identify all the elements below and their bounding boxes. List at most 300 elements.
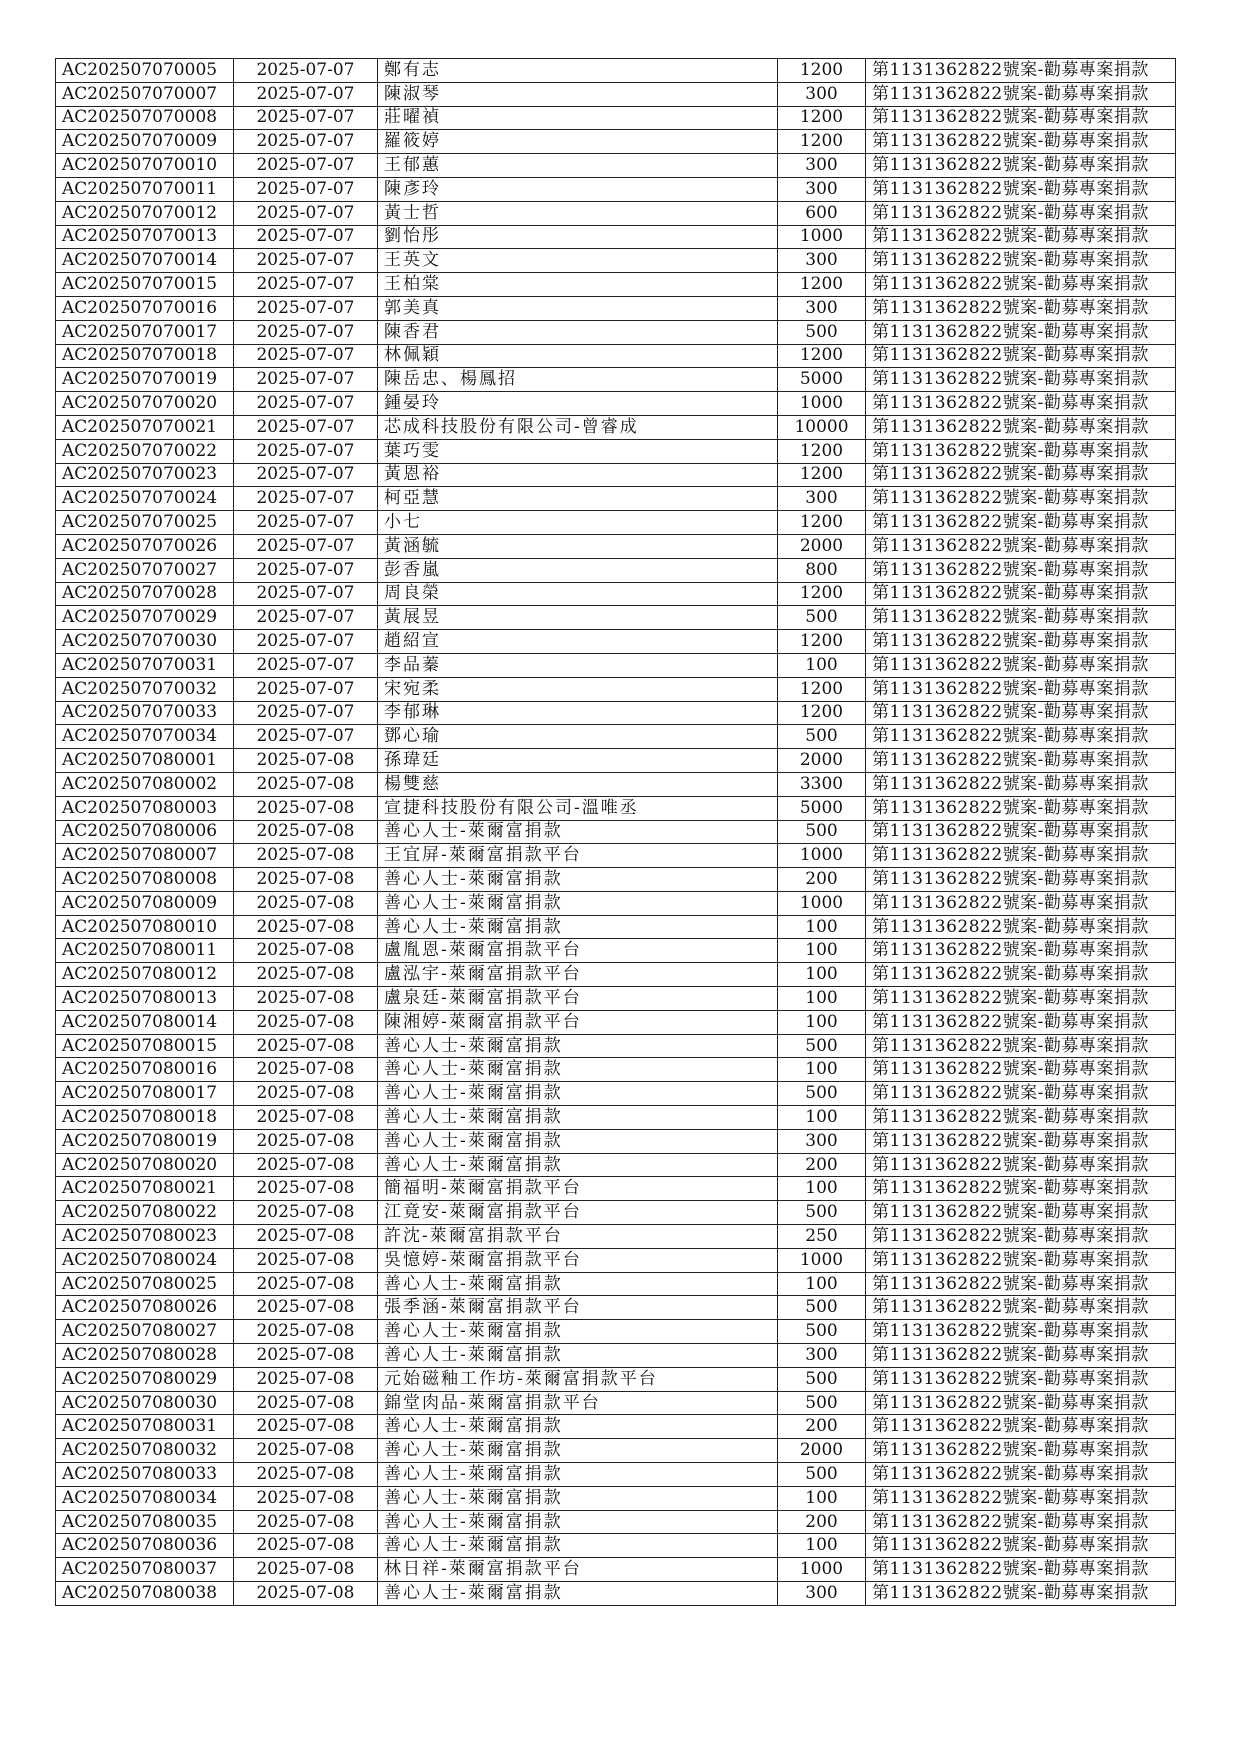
donor-name-cell: 善心人士-萊爾富捐款 bbox=[378, 1129, 778, 1153]
table-row bbox=[56, 82, 1176, 106]
donor-name-cell: 周良榮 bbox=[378, 582, 778, 606]
donor-name-cell: 黃涵毓 bbox=[378, 534, 778, 558]
table-row bbox=[56, 1034, 1176, 1058]
donation-date-cell: 2025-07-07 bbox=[234, 273, 378, 297]
donor-name-cell: 黃展昱 bbox=[378, 606, 778, 630]
donation-date-cell: 2025-07-08 bbox=[234, 1439, 378, 1463]
donor-name-cell: 陳湘婷-萊爾富捐款平台 bbox=[378, 1010, 778, 1034]
receipt-id-cell: AC202507070021 bbox=[56, 415, 234, 439]
donor-name-cell: 宋宛柔 bbox=[378, 677, 778, 701]
purpose-cell: 第1131362822號案-勸募專案捐款 bbox=[866, 653, 1176, 677]
table-row bbox=[56, 796, 1176, 820]
amount-cell: 300 bbox=[778, 487, 866, 511]
amount-cell: 1200 bbox=[778, 582, 866, 606]
table-row bbox=[56, 1558, 1176, 1582]
donation-date-cell: 2025-07-08 bbox=[234, 1320, 378, 1344]
amount-cell: 200 bbox=[778, 868, 866, 892]
amount-cell: 300 bbox=[778, 1344, 866, 1368]
receipt-id-cell: AC202507070028 bbox=[56, 582, 234, 606]
amount-cell: 500 bbox=[778, 1463, 866, 1487]
receipt-id-cell: AC202507080001 bbox=[56, 749, 234, 773]
receipt-id-cell: AC202507080032 bbox=[56, 1439, 234, 1463]
receipt-id-cell: AC202507070011 bbox=[56, 177, 234, 201]
receipt-id-cell: AC202507080034 bbox=[56, 1486, 234, 1510]
purpose-cell: 第1131362822號案-勸募專案捐款 bbox=[866, 796, 1176, 820]
receipt-id-cell: AC202507070023 bbox=[56, 463, 234, 487]
table-row bbox=[56, 1201, 1176, 1225]
donation-date-cell: 2025-07-08 bbox=[234, 1558, 378, 1582]
donor-name-cell: 郭美真 bbox=[378, 296, 778, 320]
table-row bbox=[56, 534, 1176, 558]
donor-name-cell: 黃恩裕 bbox=[378, 463, 778, 487]
table-row bbox=[56, 772, 1176, 796]
donation-date-cell: 2025-07-07 bbox=[234, 630, 378, 654]
purpose-cell: 第1131362822號案-勸募專案捐款 bbox=[866, 225, 1176, 249]
receipt-id-cell: AC202507080002 bbox=[56, 772, 234, 796]
receipt-id-cell: AC202507080007 bbox=[56, 844, 234, 868]
purpose-cell: 第1131362822號案-勸募專案捐款 bbox=[866, 463, 1176, 487]
purpose-cell: 第1131362822號案-勸募專案捐款 bbox=[866, 1082, 1176, 1106]
table-row bbox=[56, 891, 1176, 915]
donation-date-cell: 2025-07-08 bbox=[234, 963, 378, 987]
donor-name-cell: 羅筱婷 bbox=[378, 130, 778, 154]
donor-name-cell: 王英文 bbox=[378, 249, 778, 273]
donor-name-cell: 錦堂肉品-萊爾富捐款平台 bbox=[378, 1391, 778, 1415]
table-row bbox=[56, 1153, 1176, 1177]
table-row bbox=[56, 106, 1176, 130]
receipt-id-cell: AC202507080003 bbox=[56, 796, 234, 820]
receipt-id-cell: AC202507070027 bbox=[56, 558, 234, 582]
receipt-id-cell: AC202507070010 bbox=[56, 154, 234, 178]
donor-name-cell: 小七 bbox=[378, 511, 778, 535]
donation-date-cell: 2025-07-08 bbox=[234, 796, 378, 820]
amount-cell: 100 bbox=[778, 1534, 866, 1558]
receipt-id-cell: AC202507070007 bbox=[56, 82, 234, 106]
purpose-cell: 第1131362822號案-勸募專案捐款 bbox=[866, 415, 1176, 439]
table-row bbox=[56, 1225, 1176, 1249]
amount-cell: 1200 bbox=[778, 439, 866, 463]
table-row bbox=[56, 820, 1176, 844]
amount-cell: 800 bbox=[778, 558, 866, 582]
receipt-id-cell: AC202507080013 bbox=[56, 987, 234, 1011]
donor-name-cell: 陳淑琴 bbox=[378, 82, 778, 106]
purpose-cell: 第1131362822號案-勸募專案捐款 bbox=[866, 392, 1176, 416]
receipt-id-cell: AC202507070008 bbox=[56, 106, 234, 130]
donor-name-cell: 元始磁釉工作坊-萊爾富捐款平台 bbox=[378, 1367, 778, 1391]
table-row bbox=[56, 1582, 1176, 1606]
amount-cell: 300 bbox=[778, 177, 866, 201]
purpose-cell: 第1131362822號案-勸募專案捐款 bbox=[866, 701, 1176, 725]
receipt-id-cell: AC202507080008 bbox=[56, 868, 234, 892]
table-row bbox=[56, 1391, 1176, 1415]
donation-date-cell: 2025-07-07 bbox=[234, 511, 378, 535]
donation-date-cell: 2025-07-08 bbox=[234, 1367, 378, 1391]
purpose-cell: 第1131362822號案-勸募專案捐款 bbox=[866, 130, 1176, 154]
purpose-cell: 第1131362822號案-勸募專案捐款 bbox=[866, 487, 1176, 511]
receipt-id-cell: AC202507070005 bbox=[56, 59, 234, 83]
donation-date-cell: 2025-07-07 bbox=[234, 59, 378, 83]
amount-cell: 500 bbox=[778, 606, 866, 630]
table-row bbox=[56, 653, 1176, 677]
amount-cell: 300 bbox=[778, 154, 866, 178]
table-row bbox=[56, 701, 1176, 725]
donation-date-cell: 2025-07-08 bbox=[234, 1534, 378, 1558]
amount-cell: 500 bbox=[778, 725, 866, 749]
amount-cell: 1200 bbox=[778, 273, 866, 297]
donor-name-cell: 宣捷科技股份有限公司-溫唯丞 bbox=[378, 796, 778, 820]
donation-date-cell: 2025-07-07 bbox=[234, 415, 378, 439]
purpose-cell: 第1131362822號案-勸募專案捐款 bbox=[866, 1177, 1176, 1201]
table-row bbox=[56, 1320, 1176, 1344]
donation-date-cell: 2025-07-07 bbox=[234, 201, 378, 225]
receipt-id-cell: AC202507080025 bbox=[56, 1272, 234, 1296]
donation-date-cell: 2025-07-07 bbox=[234, 487, 378, 511]
donation-table bbox=[55, 58, 1176, 1606]
amount-cell: 1200 bbox=[778, 677, 866, 701]
receipt-id-cell: AC202507080037 bbox=[56, 1558, 234, 1582]
amount-cell: 100 bbox=[778, 1486, 866, 1510]
purpose-cell: 第1131362822號案-勸募專案捐款 bbox=[866, 1367, 1176, 1391]
table-row bbox=[56, 296, 1176, 320]
amount-cell: 100 bbox=[778, 653, 866, 677]
donor-name-cell: 善心人士-萊爾富捐款 bbox=[378, 868, 778, 892]
donation-date-cell: 2025-07-08 bbox=[234, 891, 378, 915]
donor-name-cell: 善心人士-萊爾富捐款 bbox=[378, 1058, 778, 1082]
amount-cell: 500 bbox=[778, 1082, 866, 1106]
purpose-cell: 第1131362822號案-勸募專案捐款 bbox=[866, 439, 1176, 463]
donor-name-cell: 盧泓宇-萊爾富捐款平台 bbox=[378, 963, 778, 987]
donation-date-cell: 2025-07-07 bbox=[234, 606, 378, 630]
receipt-id-cell: AC202507070029 bbox=[56, 606, 234, 630]
purpose-cell: 第1131362822號案-勸募專案捐款 bbox=[866, 249, 1176, 273]
purpose-cell: 第1131362822號案-勸募專案捐款 bbox=[866, 534, 1176, 558]
amount-cell: 600 bbox=[778, 201, 866, 225]
donation-date-cell: 2025-07-07 bbox=[234, 106, 378, 130]
donor-name-cell: 江竟安-萊爾富捐款平台 bbox=[378, 1201, 778, 1225]
amount-cell: 1200 bbox=[778, 511, 866, 535]
donor-name-cell: 善心人士-萊爾富捐款 bbox=[378, 1082, 778, 1106]
amount-cell: 500 bbox=[778, 1296, 866, 1320]
table-row bbox=[56, 868, 1176, 892]
donor-name-cell: 葉巧雯 bbox=[378, 439, 778, 463]
purpose-cell: 第1131362822號案-勸募專案捐款 bbox=[866, 1510, 1176, 1534]
table-row bbox=[56, 249, 1176, 273]
amount-cell: 1000 bbox=[778, 392, 866, 416]
donation-date-cell: 2025-07-08 bbox=[234, 1344, 378, 1368]
amount-cell: 1200 bbox=[778, 344, 866, 368]
table-row bbox=[56, 344, 1176, 368]
amount-cell: 1000 bbox=[778, 225, 866, 249]
amount-cell: 300 bbox=[778, 1582, 866, 1606]
purpose-cell: 第1131362822號案-勸募專案捐款 bbox=[866, 1153, 1176, 1177]
table-row bbox=[56, 963, 1176, 987]
amount-cell: 300 bbox=[778, 82, 866, 106]
donation-date-cell: 2025-07-07 bbox=[234, 534, 378, 558]
receipt-id-cell: AC202507080016 bbox=[56, 1058, 234, 1082]
amount-cell: 2000 bbox=[778, 749, 866, 773]
amount-cell: 500 bbox=[778, 1201, 866, 1225]
purpose-cell: 第1131362822號案-勸募專案捐款 bbox=[866, 1486, 1176, 1510]
donor-name-cell: 劉怡彤 bbox=[378, 225, 778, 249]
donor-name-cell: 柯亞慧 bbox=[378, 487, 778, 511]
receipt-id-cell: AC202507080024 bbox=[56, 1248, 234, 1272]
receipt-id-cell: AC202507080027 bbox=[56, 1320, 234, 1344]
amount-cell: 300 bbox=[778, 1129, 866, 1153]
purpose-cell: 第1131362822號案-勸募專案捐款 bbox=[866, 891, 1176, 915]
amount-cell: 1200 bbox=[778, 59, 866, 83]
donation-date-cell: 2025-07-08 bbox=[234, 749, 378, 773]
purpose-cell: 第1131362822號案-勸募專案捐款 bbox=[866, 154, 1176, 178]
purpose-cell: 第1131362822號案-勸募專案捐款 bbox=[866, 606, 1176, 630]
amount-cell: 100 bbox=[778, 939, 866, 963]
donation-ledger-page bbox=[55, 58, 1175, 1606]
receipt-id-cell: AC202507080035 bbox=[56, 1510, 234, 1534]
amount-cell: 1200 bbox=[778, 630, 866, 654]
donation-date-cell: 2025-07-08 bbox=[234, 772, 378, 796]
purpose-cell: 第1131362822號案-勸募專案捐款 bbox=[866, 1010, 1176, 1034]
amount-cell: 500 bbox=[778, 1320, 866, 1344]
receipt-id-cell: AC202507080036 bbox=[56, 1534, 234, 1558]
purpose-cell: 第1131362822號案-勸募專案捐款 bbox=[866, 296, 1176, 320]
purpose-cell: 第1131362822號案-勸募專案捐款 bbox=[866, 368, 1176, 392]
amount-cell: 200 bbox=[778, 1510, 866, 1534]
donor-name-cell: 善心人士-萊爾富捐款 bbox=[378, 1582, 778, 1606]
donation-date-cell: 2025-07-07 bbox=[234, 154, 378, 178]
purpose-cell: 第1131362822號案-勸募專案捐款 bbox=[866, 1272, 1176, 1296]
table-row bbox=[56, 1106, 1176, 1130]
donation-date-cell: 2025-07-07 bbox=[234, 344, 378, 368]
receipt-id-cell: AC202507080028 bbox=[56, 1344, 234, 1368]
donor-name-cell: 鄧心瑜 bbox=[378, 725, 778, 749]
donation-date-cell: 2025-07-08 bbox=[234, 820, 378, 844]
table-row bbox=[56, 415, 1176, 439]
table-row bbox=[56, 225, 1176, 249]
table-row bbox=[56, 273, 1176, 297]
purpose-cell: 第1131362822號案-勸募專案捐款 bbox=[866, 59, 1176, 83]
donation-date-cell: 2025-07-07 bbox=[234, 582, 378, 606]
receipt-id-cell: AC202507070017 bbox=[56, 320, 234, 344]
table-row bbox=[56, 1177, 1176, 1201]
amount-cell: 100 bbox=[778, 1058, 866, 1082]
donation-date-cell: 2025-07-07 bbox=[234, 177, 378, 201]
table-row bbox=[56, 1272, 1176, 1296]
donor-name-cell: 王郁蕙 bbox=[378, 154, 778, 178]
donor-name-cell: 許沈-萊爾富捐款平台 bbox=[378, 1225, 778, 1249]
donor-name-cell: 善心人士-萊爾富捐款 bbox=[378, 1463, 778, 1487]
donor-name-cell: 善心人士-萊爾富捐款 bbox=[378, 1320, 778, 1344]
amount-cell: 1000 bbox=[778, 1248, 866, 1272]
donation-date-cell: 2025-07-07 bbox=[234, 558, 378, 582]
table-row bbox=[56, 987, 1176, 1011]
receipt-id-cell: AC202507070020 bbox=[56, 392, 234, 416]
amount-cell: 500 bbox=[778, 320, 866, 344]
receipt-id-cell: AC202507070012 bbox=[56, 201, 234, 225]
donation-date-cell: 2025-07-08 bbox=[234, 987, 378, 1011]
purpose-cell: 第1131362822號案-勸募專案捐款 bbox=[866, 344, 1176, 368]
receipt-id-cell: AC202507070016 bbox=[56, 296, 234, 320]
amount-cell: 100 bbox=[778, 1272, 866, 1296]
receipt-id-cell: AC202507080011 bbox=[56, 939, 234, 963]
table-row bbox=[56, 130, 1176, 154]
table-row bbox=[56, 582, 1176, 606]
receipt-id-cell: AC202507070024 bbox=[56, 487, 234, 511]
receipt-id-cell: AC202507080019 bbox=[56, 1129, 234, 1153]
purpose-cell: 第1131362822號案-勸募專案捐款 bbox=[866, 844, 1176, 868]
amount-cell: 200 bbox=[778, 1153, 866, 1177]
donation-date-cell: 2025-07-07 bbox=[234, 368, 378, 392]
donation-table-body bbox=[56, 59, 1176, 1606]
purpose-cell: 第1131362822號案-勸募專案捐款 bbox=[866, 725, 1176, 749]
donor-name-cell: 鍾晏玲 bbox=[378, 392, 778, 416]
donation-date-cell: 2025-07-08 bbox=[234, 1415, 378, 1439]
amount-cell: 500 bbox=[778, 820, 866, 844]
purpose-cell: 第1131362822號案-勸募專案捐款 bbox=[866, 820, 1176, 844]
donor-name-cell: 孫瑋廷 bbox=[378, 749, 778, 773]
table-row bbox=[56, 154, 1176, 178]
table-row bbox=[56, 606, 1176, 630]
purpose-cell: 第1131362822號案-勸募專案捐款 bbox=[866, 1248, 1176, 1272]
donation-date-cell: 2025-07-08 bbox=[234, 1391, 378, 1415]
amount-cell: 1200 bbox=[778, 701, 866, 725]
donation-date-cell: 2025-07-07 bbox=[234, 320, 378, 344]
receipt-id-cell: AC202507080006 bbox=[56, 820, 234, 844]
table-row bbox=[56, 59, 1176, 83]
donation-date-cell: 2025-07-08 bbox=[234, 939, 378, 963]
amount-cell: 100 bbox=[778, 1106, 866, 1130]
purpose-cell: 第1131362822號案-勸募專案捐款 bbox=[866, 1106, 1176, 1130]
table-row bbox=[56, 487, 1176, 511]
table-row bbox=[56, 844, 1176, 868]
purpose-cell: 第1131362822號案-勸募專案捐款 bbox=[866, 1225, 1176, 1249]
amount-cell: 1000 bbox=[778, 891, 866, 915]
receipt-id-cell: AC202507070014 bbox=[56, 249, 234, 273]
table-row bbox=[56, 1296, 1176, 1320]
table-row bbox=[56, 1010, 1176, 1034]
receipt-id-cell: AC202507080026 bbox=[56, 1296, 234, 1320]
donor-name-cell: 李郁琳 bbox=[378, 701, 778, 725]
donation-date-cell: 2025-07-08 bbox=[234, 844, 378, 868]
receipt-id-cell: AC202507070019 bbox=[56, 368, 234, 392]
donor-name-cell: 善心人士-萊爾富捐款 bbox=[378, 1439, 778, 1463]
table-row bbox=[56, 1344, 1176, 1368]
donor-name-cell: 善心人士-萊爾富捐款 bbox=[378, 1486, 778, 1510]
donor-name-cell: 彭香嵐 bbox=[378, 558, 778, 582]
donation-date-cell: 2025-07-07 bbox=[234, 249, 378, 273]
amount-cell: 3300 bbox=[778, 772, 866, 796]
table-row bbox=[56, 915, 1176, 939]
donor-name-cell: 楊雙慈 bbox=[378, 772, 778, 796]
purpose-cell: 第1131362822號案-勸募專案捐款 bbox=[866, 868, 1176, 892]
donation-date-cell: 2025-07-07 bbox=[234, 439, 378, 463]
amount-cell: 100 bbox=[778, 915, 866, 939]
receipt-id-cell: AC202507080030 bbox=[56, 1391, 234, 1415]
table-row bbox=[56, 1510, 1176, 1534]
purpose-cell: 第1131362822號案-勸募專案捐款 bbox=[866, 1296, 1176, 1320]
receipt-id-cell: AC202507080015 bbox=[56, 1034, 234, 1058]
donor-name-cell: 陳香君 bbox=[378, 320, 778, 344]
receipt-id-cell: AC202507080017 bbox=[56, 1082, 234, 1106]
donation-date-cell: 2025-07-08 bbox=[234, 915, 378, 939]
donation-date-cell: 2025-07-08 bbox=[234, 1582, 378, 1606]
table-row bbox=[56, 368, 1176, 392]
purpose-cell: 第1131362822號案-勸募專案捐款 bbox=[866, 1320, 1176, 1344]
purpose-cell: 第1131362822號案-勸募專案捐款 bbox=[866, 987, 1176, 1011]
table-row bbox=[56, 939, 1176, 963]
table-row bbox=[56, 392, 1176, 416]
donation-date-cell: 2025-07-08 bbox=[234, 1463, 378, 1487]
receipt-id-cell: AC202507080029 bbox=[56, 1367, 234, 1391]
amount-cell: 100 bbox=[778, 963, 866, 987]
purpose-cell: 第1131362822號案-勸募專案捐款 bbox=[866, 511, 1176, 535]
donor-name-cell: 林佩穎 bbox=[378, 344, 778, 368]
donation-date-cell: 2025-07-08 bbox=[234, 1106, 378, 1130]
donor-name-cell: 吳憶婷-萊爾富捐款平台 bbox=[378, 1248, 778, 1272]
donor-name-cell: 善心人士-萊爾富捐款 bbox=[378, 820, 778, 844]
purpose-cell: 第1131362822號案-勸募專案捐款 bbox=[866, 1439, 1176, 1463]
receipt-id-cell: AC202507080038 bbox=[56, 1582, 234, 1606]
receipt-id-cell: AC202507080009 bbox=[56, 891, 234, 915]
purpose-cell: 第1131362822號案-勸募專案捐款 bbox=[866, 749, 1176, 773]
purpose-cell: 第1131362822號案-勸募專案捐款 bbox=[866, 558, 1176, 582]
table-row bbox=[56, 201, 1176, 225]
purpose-cell: 第1131362822號案-勸募專案捐款 bbox=[866, 630, 1176, 654]
receipt-id-cell: AC202507070009 bbox=[56, 130, 234, 154]
donation-date-cell: 2025-07-07 bbox=[234, 130, 378, 154]
donor-name-cell: 善心人士-萊爾富捐款 bbox=[378, 1344, 778, 1368]
donation-date-cell: 2025-07-08 bbox=[234, 1486, 378, 1510]
donor-name-cell: 王宜屏-萊爾富捐款平台 bbox=[378, 844, 778, 868]
receipt-id-cell: AC202507080033 bbox=[56, 1463, 234, 1487]
donation-date-cell: 2025-07-08 bbox=[234, 1272, 378, 1296]
receipt-id-cell: AC202507080022 bbox=[56, 1201, 234, 1225]
donor-name-cell: 陳彥玲 bbox=[378, 177, 778, 201]
purpose-cell: 第1131362822號案-勸募專案捐款 bbox=[866, 106, 1176, 130]
amount-cell: 2000 bbox=[778, 1439, 866, 1463]
purpose-cell: 第1131362822號案-勸募專案捐款 bbox=[866, 1534, 1176, 1558]
table-row bbox=[56, 1486, 1176, 1510]
donor-name-cell: 趙紹宣 bbox=[378, 630, 778, 654]
amount-cell: 100 bbox=[778, 987, 866, 1011]
purpose-cell: 第1131362822號案-勸募專案捐款 bbox=[866, 772, 1176, 796]
table-row bbox=[56, 677, 1176, 701]
table-row bbox=[56, 320, 1176, 344]
receipt-id-cell: AC202507070015 bbox=[56, 273, 234, 297]
receipt-id-cell: AC202507080010 bbox=[56, 915, 234, 939]
table-row bbox=[56, 630, 1176, 654]
purpose-cell: 第1131362822號案-勸募專案捐款 bbox=[866, 1201, 1176, 1225]
amount-cell: 1200 bbox=[778, 106, 866, 130]
amount-cell: 10000 bbox=[778, 415, 866, 439]
table-row bbox=[56, 749, 1176, 773]
table-row bbox=[56, 1129, 1176, 1153]
donor-name-cell: 李品蓁 bbox=[378, 653, 778, 677]
receipt-id-cell: AC202507070025 bbox=[56, 511, 234, 535]
amount-cell: 500 bbox=[778, 1391, 866, 1415]
donor-name-cell: 芯成科技股份有限公司-曾睿成 bbox=[378, 415, 778, 439]
donor-name-cell: 莊曜禎 bbox=[378, 106, 778, 130]
receipt-id-cell: AC202507070018 bbox=[56, 344, 234, 368]
amount-cell: 300 bbox=[778, 296, 866, 320]
table-row bbox=[56, 1058, 1176, 1082]
donor-name-cell: 盧胤恩-萊爾富捐款平台 bbox=[378, 939, 778, 963]
receipt-id-cell: AC202507080020 bbox=[56, 1153, 234, 1177]
table-row bbox=[56, 558, 1176, 582]
table-row bbox=[56, 463, 1176, 487]
table-row bbox=[56, 1534, 1176, 1558]
donor-name-cell: 善心人士-萊爾富捐款 bbox=[378, 1034, 778, 1058]
purpose-cell: 第1131362822號案-勸募專案捐款 bbox=[866, 177, 1176, 201]
table-row bbox=[56, 1439, 1176, 1463]
